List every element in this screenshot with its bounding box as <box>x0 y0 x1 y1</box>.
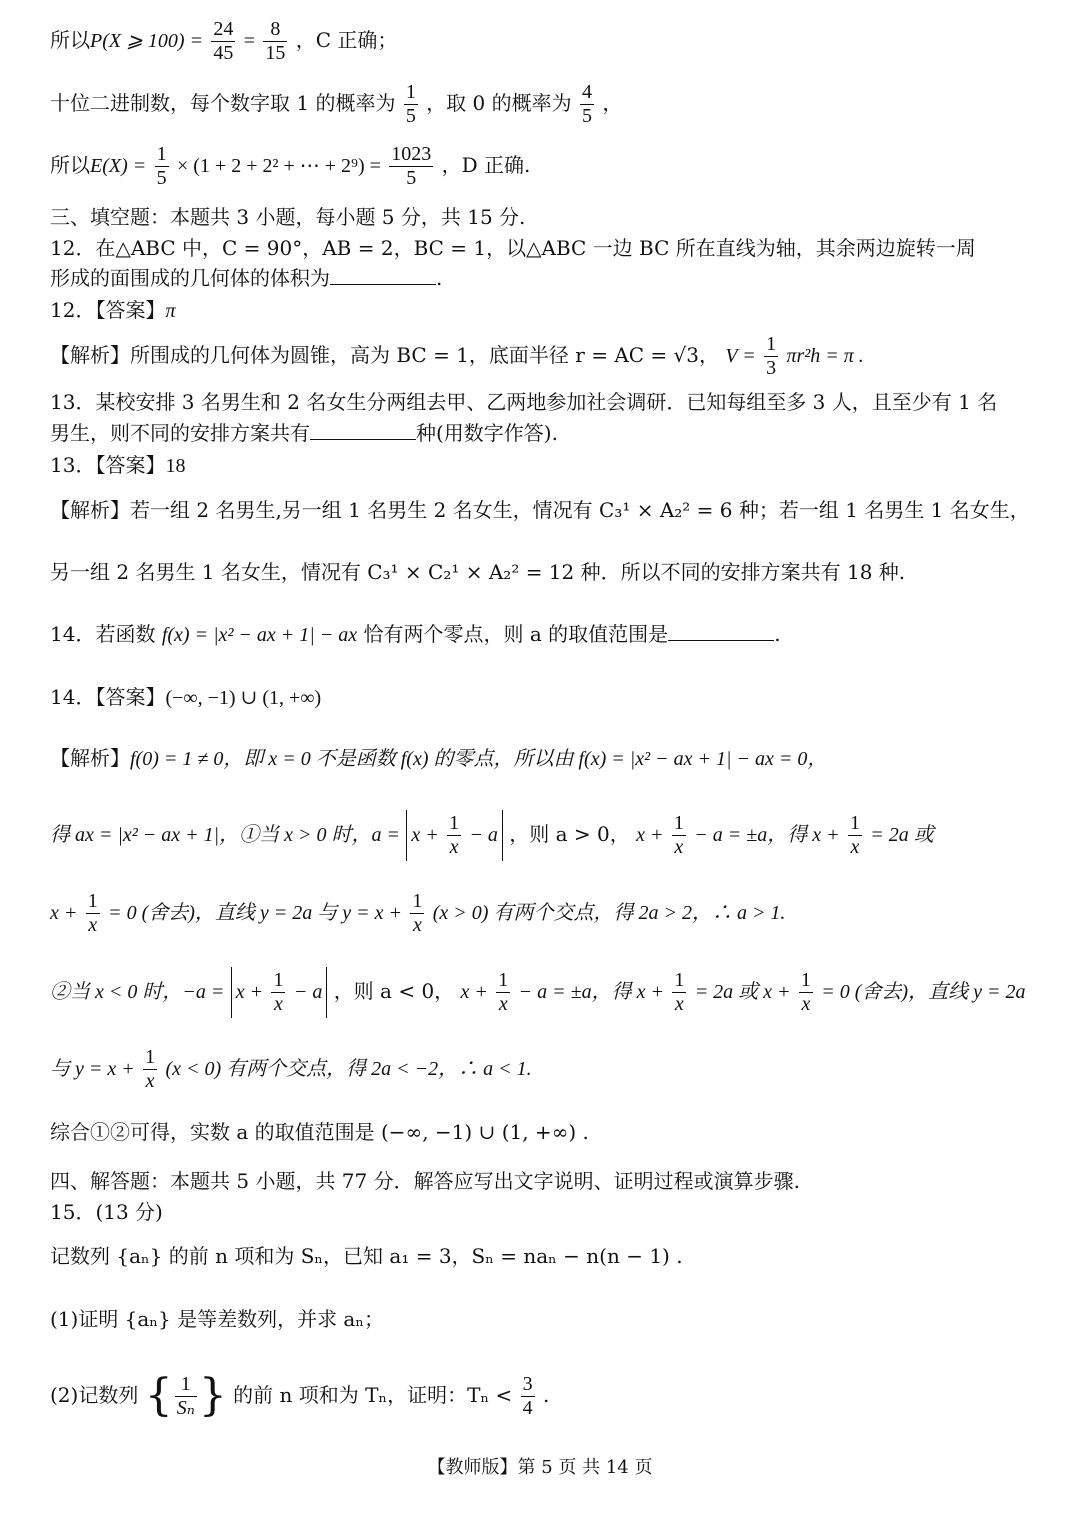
text: 【解析】 <box>50 746 130 770</box>
fraction <box>580 81 594 128</box>
math-expression: − a <box>293 981 323 1003</box>
denominator: 3 <box>766 357 777 379</box>
line-expectation <box>50 143 1030 190</box>
numerator: 1023 <box>391 143 432 165</box>
numerator: 1 <box>766 333 777 355</box>
answer-blank <box>668 622 774 641</box>
denominator: x <box>674 836 684 858</box>
math-expression: − a = ±a，得 x + <box>694 824 840 846</box>
numerator: 1 <box>800 969 811 991</box>
fraction <box>155 143 169 190</box>
math-expression: − a <box>469 824 498 846</box>
text: 种(用数字作答). <box>416 421 558 445</box>
denominator: x <box>412 914 422 936</box>
fraction <box>799 969 813 1016</box>
text: . <box>774 622 781 646</box>
question-13-answer <box>50 453 1030 478</box>
text: 恰有两个零点，则 a 的取值范围是 <box>363 622 669 646</box>
line-probability-result <box>50 18 1030 65</box>
math-expression: ②当 x < 0 时，−a = <box>50 981 225 1003</box>
question-12-solution <box>50 333 1030 380</box>
denominator: 15 <box>265 42 286 64</box>
fraction <box>521 1373 535 1420</box>
fraction <box>143 1046 157 1093</box>
math-expression: (x < 0) 有两个交点，得 2a < −2，∴ a < 1. <box>165 1058 532 1080</box>
question-13-line1: 13．某校安排 3 名男生和 2 名女生分两组去甲、乙两地参加社会调研．已知每组至多 3 人，且至少有 1 名 <box>50 390 998 414</box>
math-expression: P(X ⩾ 100) = <box>90 30 204 52</box>
text: ， <box>602 91 623 115</box>
math-expression: x + <box>50 902 78 924</box>
denominator: 4 <box>522 1396 533 1419</box>
numerator: 8 <box>263 18 287 42</box>
section-heading: 三、填空题：本题共 3 小题，每小题 5 分，共 15 分. <box>50 205 526 229</box>
text: . <box>542 1382 550 1407</box>
text: ，取 0 的概率为 <box>426 91 572 115</box>
line-binary-probability <box>50 81 1030 128</box>
answer-blank <box>310 421 416 440</box>
math-expression: V = <box>725 345 756 367</box>
denominator: x <box>274 993 283 1015</box>
text: 14．若函数 <box>50 622 156 646</box>
question-13-line2 <box>50 421 1030 445</box>
math-expression: (x > 0) 有两个交点，得 2a > 2，∴ a > 1. <box>432 902 786 924</box>
question-14-solution-line5 <box>50 1046 1030 1093</box>
answer-value: 18 <box>165 455 186 477</box>
fraction <box>86 890 100 937</box>
denominator: x <box>801 993 811 1015</box>
fraction <box>211 18 235 65</box>
text: ，则 a > 0， <box>509 822 630 846</box>
absolute-value <box>231 967 328 1018</box>
numerator: 1 <box>849 812 860 834</box>
answer-label: 12．【答案】 <box>50 298 166 322</box>
fraction <box>389 143 433 190</box>
numerator: 1 <box>145 1046 156 1068</box>
question-13-solution-line1: 【解析】若一组 2 名男生,另一组 1 名男生 2 名女生，情况有 C₃¹ × A₂² = 6 种；若一组 1 名男生 1 名女生， <box>50 498 1030 522</box>
numerator: 1 <box>673 812 684 834</box>
math-expression: x + <box>235 981 264 1003</box>
text: . <box>436 266 443 290</box>
denominator: x <box>850 836 860 858</box>
math-expression: E(X) = <box>90 155 147 177</box>
question-14-solution-line1 <box>50 746 1030 771</box>
math-expression: × (1 + 2 + 2² + ⋯ + 2⁹) = <box>176 155 381 177</box>
answer-label: 13．【答案】 <box>50 453 166 477</box>
denominator: x <box>449 836 459 858</box>
numerator: 1 <box>156 143 167 165</box>
math-expression: f(0) = 1 ≠ 0，即 x = 0 不是函数 f(x) 的零点，所以由 f(x) = |x² − ax + 1| − ax = 0， <box>130 748 828 770</box>
math-expression: = 2a 或 x + <box>694 981 791 1003</box>
math-expression: = 2a 或 <box>870 824 934 846</box>
question-13-solution-line2: 另一组 2 名男生 1 名女生，情况有 C₃¹ × C₂¹ × A₂² = 12 种．所以不同的安排方案共有 18 种. <box>50 560 906 584</box>
numerator: 1 <box>449 812 460 834</box>
numerator: 3 <box>522 1372 533 1395</box>
math-expression: 与 y = x + <box>50 1058 135 1080</box>
text: ，C 正确； <box>295 28 398 52</box>
right-brace: } <box>198 1370 227 1421</box>
math-expression: x + <box>636 824 664 846</box>
denominator: x <box>674 993 684 1015</box>
question-15-part2 <box>50 1370 1030 1423</box>
denominator: x <box>145 1070 155 1092</box>
math-expression: − a = ±a，得 x + <box>518 981 664 1003</box>
denominator: 45 <box>213 42 234 64</box>
math-expression: x + <box>460 981 488 1003</box>
equals-sign: = <box>243 30 256 52</box>
denominator: x <box>88 914 98 936</box>
question-14-summary: 综合①②可得，实数 a 的取值范围是 (−∞, −1) ∪ (1, +∞) . <box>50 1120 589 1144</box>
numerator: 1 <box>674 969 685 991</box>
numerator: 1 <box>175 1373 197 1397</box>
answer-value: π <box>165 300 176 322</box>
numerator: 24 <box>213 18 234 40</box>
left-brace: { <box>144 1370 173 1421</box>
absolute-value <box>406 810 503 861</box>
math-expression: x + <box>411 824 439 846</box>
fraction <box>175 1373 197 1420</box>
math-expression: = 0 (舍去)，直线 y = 2a 与 y = x + <box>108 902 403 924</box>
fraction <box>271 969 285 1016</box>
math-expression: f(x) = |x² − ax + 1| − ax <box>161 624 358 646</box>
page-footer: 【教师版】第 5 页 共 14 页 <box>427 1457 653 1478</box>
answer-label: 14．【答案】 <box>50 685 166 709</box>
question-14-solution-line2 <box>50 810 1030 861</box>
question-15-heading: 15．(13 分) <box>50 1200 163 1224</box>
text: 的前 n 项和为 Tₙ，证明：Tₙ < <box>233 1382 513 1407</box>
denominator: 5 <box>405 105 416 127</box>
fraction <box>410 890 424 937</box>
denominator: 5 <box>581 105 592 127</box>
denominator: 5 <box>156 167 167 189</box>
fraction <box>263 18 287 65</box>
numerator: 1 <box>87 890 98 912</box>
text: 形成的面围成的几何体的体积为 <box>50 266 330 290</box>
question-14 <box>50 622 1030 647</box>
numerator: 4 <box>581 81 592 103</box>
numerator: 1 <box>273 969 284 991</box>
text: 所以 <box>50 28 90 52</box>
fraction <box>672 812 686 859</box>
answer-value: (−∞, −1) ∪ (1, +∞) <box>165 687 322 709</box>
denominator: Sₙ <box>176 1396 195 1419</box>
math-expression: 得 ax = |x² − ax + 1|，①当 x > 0 时，a = <box>50 824 400 846</box>
text: ，D 正确. <box>441 153 531 177</box>
text: ，则 a < 0， <box>333 979 455 1003</box>
fraction <box>848 812 862 859</box>
question-12-answer <box>50 298 1030 323</box>
numerator: 1 <box>498 969 509 991</box>
text: 所以 <box>50 153 90 177</box>
fraction <box>764 333 778 380</box>
question-12-line1: 12．在△ABC 中，C = 90°，AB = 2，BC = 1，以△ABC 一边 BC 所在直线为轴，其余两边旋转一周 <box>50 236 976 260</box>
numerator: 1 <box>405 81 416 103</box>
question-12-line2 <box>50 266 1030 290</box>
question-15-part1: (1)证明 {aₙ} 是等差数列，并求 aₙ； <box>50 1307 385 1331</box>
question-14-solution-line4 <box>50 967 1030 1018</box>
question-15-body: 记数列 {aₙ} 的前 n 项和为 Sₙ，已知 a₁ = 3，Sₙ = naₙ − n(n − 1) . <box>50 1244 683 1268</box>
question-14-solution-line3 <box>50 890 1030 937</box>
fraction <box>447 812 461 859</box>
math-expression: πr²h = π . <box>786 345 864 367</box>
fraction <box>404 81 418 128</box>
answer-blank <box>330 266 436 285</box>
numerator: 1 <box>412 890 423 912</box>
fraction <box>496 969 510 1016</box>
text: 十位二进制数，每个数字取 1 的概率为 <box>50 91 396 115</box>
text: 【解析】所围成的几何体为圆锥，高为 BC = 1，底面半径 r = AC = √3， <box>50 343 720 367</box>
math-expression: = 0 (舍去)，直线 y = 2a <box>821 981 1026 1003</box>
section-heading: 四、解答题：本题共 5 小题，共 77 分．解答应写出文字说明、证明过程或演算步骤. <box>50 1169 800 1193</box>
denominator: x <box>498 993 508 1015</box>
question-14-answer <box>50 685 1030 710</box>
denominator: 5 <box>406 167 417 189</box>
text: (2)记数列 <box>50 1382 139 1407</box>
text: 男生，则不同的安排方案共有 <box>50 421 310 445</box>
fraction <box>672 969 686 1016</box>
